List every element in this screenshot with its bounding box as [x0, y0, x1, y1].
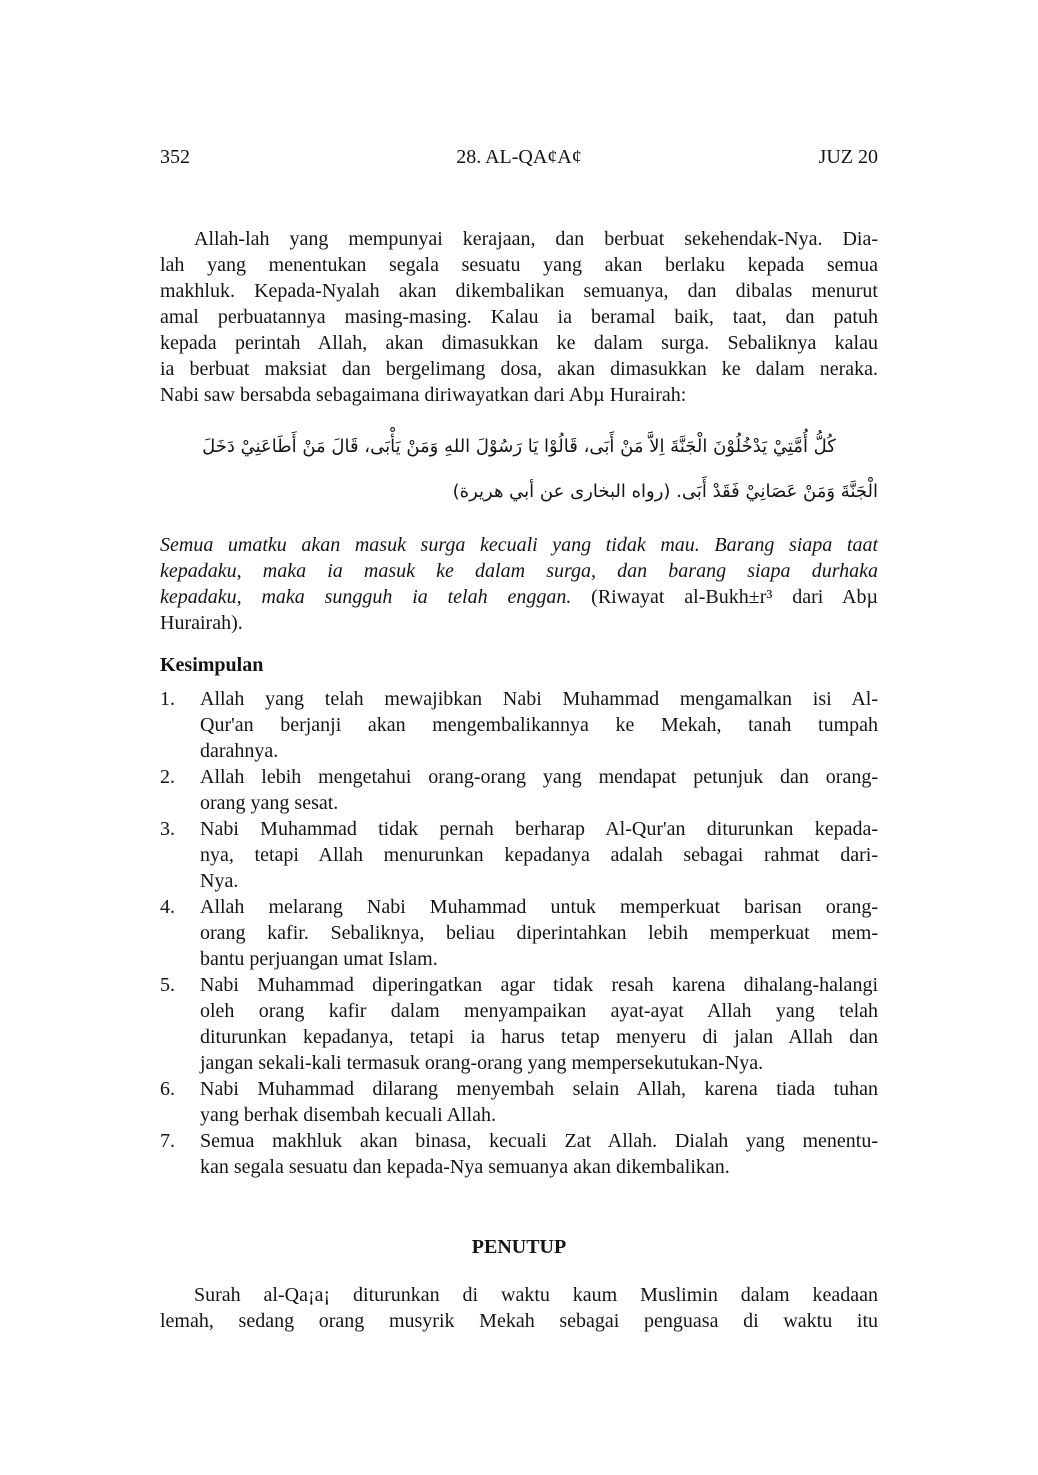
text-line: lemah, sedang orang musyrik Mekah sebagai penguasa di waktu itu [160, 1310, 878, 1332]
text-line: Allah yang telah mewajibkan Nabi Muhammad mengamalkan isi Al- [200, 688, 878, 710]
text-line: Qur'an berjanji akan mengembalikannya ke Mekah, tanah tumpah [200, 714, 878, 736]
intro-paragraph [160, 226, 878, 408]
text-line [160, 558, 878, 584]
text-line: Surah al-Qa¡a¡ diturunkan di waktu kaum Muslimin dalam keadaan [194, 1284, 878, 1306]
list-item [160, 816, 878, 894]
hadith-translation [160, 532, 878, 636]
list-item-text [200, 894, 878, 972]
text-line: ia berbuat maksiat dan bergelimang dosa, akan dimasukkan ke dalam neraka. [160, 358, 878, 380]
list-item-number: 7. [160, 1130, 175, 1152]
italic-text-segment: kepadaku, maka ia masuk ke dalam surga, dan barang siapa durhaka [160, 560, 878, 582]
hadith-arabic [160, 424, 878, 514]
page-header [160, 146, 878, 168]
list-item-text [200, 1076, 878, 1128]
text-line: kepada perintah Allah, akan dimasukkan ke dalam surga. Sebaliknya kalau [160, 332, 878, 354]
kesimpulan-list [160, 686, 878, 1180]
text-line: Nabi Muhammad dilarang menyembah selain Allah, karena tiada tuhan [200, 1078, 878, 1100]
italic-text-segment: kepadaku, maka sungguh ia telah enggan. [160, 586, 592, 608]
text-line: lah yang menentukan segala sesuatu yang akan berlaku kepada semua [160, 254, 878, 276]
text-line: Nabi Muhammad tidak pernah berharap Al-Qur'an diturunkan kepada- [200, 818, 878, 840]
hadith-arabic-line-2: الْجَنَّةَ وَمَنْ عَصَانِيْ فَقَدْ أَبَى. (رواه البخارى عن أبي هريرة) [452, 481, 878, 502]
text-line: Nya. [200, 870, 239, 892]
page-number: 352 [160, 146, 190, 168]
list-item [160, 686, 878, 764]
list-item-text [200, 816, 878, 894]
list-item-text [200, 1128, 878, 1180]
text-line: yang berhak disembah kecuali Allah. [200, 1104, 497, 1126]
list-item-number: 3. [160, 818, 175, 840]
list-item [160, 764, 878, 816]
text-line: makhluk. Kepada-Nyalah akan dikembalikan semuanya, dan dibalas menurut [160, 280, 878, 302]
list-item [160, 1076, 878, 1128]
list-item-text [200, 686, 878, 764]
kesimpulan-heading: Kesimpulan [160, 654, 264, 676]
text-line: Allah melarang Nabi Muhammad untuk memperkuat barisan orang- [200, 896, 878, 918]
list-item-text [200, 972, 878, 1076]
text-line: Nabi Muhammad diperingatkan agar tidak resah karena dihalang-halangi [200, 974, 878, 996]
list-item-number: 1. [160, 688, 175, 710]
text-line: jangan sekali-kali termasuk orang-orang yang mempersekutukan-Nya. [200, 1052, 764, 1074]
hadith-arabic-line-1: كُلُّ أُمَّتِيْ يَدْخُلُوْنَ الْجَنَّةَ اِلاَّ مَنْ أَبَى، قَالُوْا يَا رَسُوْلَ اللهِ وَمَنْ يَأْبَى، قَالَ مَنْ أَطَاعَنِيْ دَخَلَ [202, 436, 836, 457]
list-item [160, 972, 878, 1076]
list-item [160, 894, 878, 972]
text-line: Allah-lah yang mempunyai kerajaan, dan berbuat sekehendak-Nya. Dia- [194, 228, 878, 250]
list-item-number: 4. [160, 896, 175, 918]
roman-text-segment: (Riwayat al-Bukh±r³ dari Abµ [591, 586, 878, 608]
italic-text-segment: Semua umatku akan masuk surga kecuali yang tidak mau. Barang siapa taat [160, 534, 878, 556]
text-line: Allah lebih mengetahui orang-orang yang mendapat petunjuk dan orang- [200, 766, 878, 788]
text-line [160, 610, 878, 636]
text-line: amal perbuatannya masing-masing. Kalau ia beramal baik, taat, dan patuh [160, 306, 878, 328]
penutup-heading: PENUTUP [471, 1236, 567, 1258]
text-line: darahnya. [200, 740, 279, 762]
text-line: diturunkan kepadanya, tetapi ia harus tetap menyeru di jalan Allah dan [200, 1026, 878, 1048]
list-item-number: 2. [160, 766, 175, 788]
text-line: kan segala sesuatu dan kepada-Nya semuanya akan dikembalikan. [200, 1156, 730, 1178]
text-line: oleh orang kafir dalam menyampaikan ayat-ayat Allah yang telah [200, 1000, 878, 1022]
list-item-number: 5. [160, 974, 175, 996]
list-item [160, 1128, 878, 1180]
text-line: orang kafir. Sebaliknya, beliau diperintahkan lebih memperkuat mem- [200, 922, 878, 944]
text-line [160, 584, 878, 610]
text-line [160, 532, 878, 558]
text-line: Nabi saw bersabda sebagaimana diriwayatkan dari Abµ Hurairah: [160, 384, 687, 406]
list-item-text [200, 764, 878, 816]
text-line: Semua makhluk akan binasa, kecuali Zat Allah. Dialah yang menentu- [200, 1130, 878, 1152]
chapter-title: 28. AL-QA¢A¢ [456, 146, 582, 168]
text-line: nya, tetapi Allah menurunkan kepadanya adalah sebagai rahmat dari- [200, 844, 878, 866]
closing-paragraph [160, 1282, 878, 1334]
juz-label: JUZ 20 [818, 146, 878, 168]
text-line: bantu perjuangan umat Islam. [200, 948, 438, 970]
text-line: orang yang sesat. [200, 792, 339, 814]
list-item-number: 6. [160, 1078, 175, 1100]
roman-text-segment: Hurairah). [160, 612, 243, 634]
